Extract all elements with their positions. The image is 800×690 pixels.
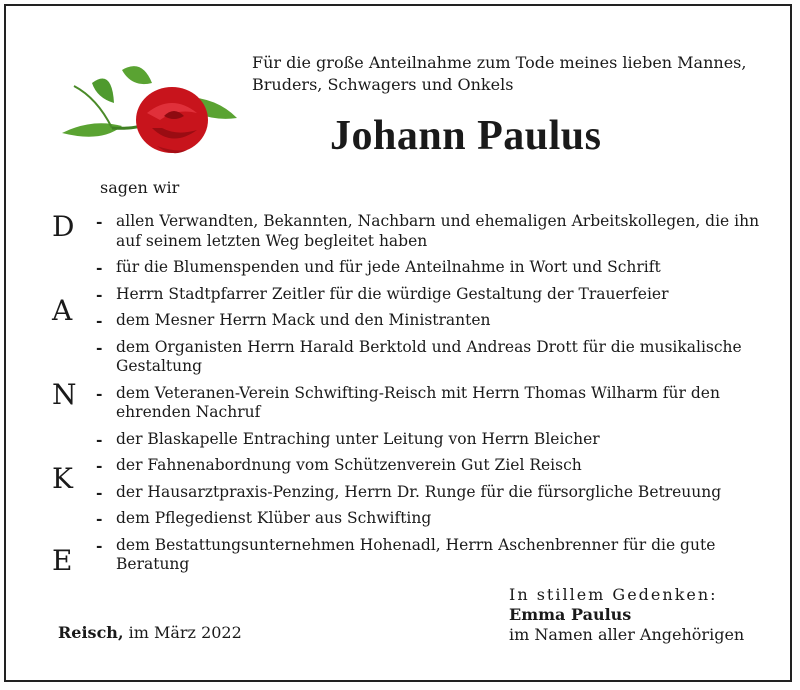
place-date bbox=[58, 623, 242, 642]
list-item: - für die Blumenspenden und für jede Anteilnahme in Wort und Schrift bbox=[96, 258, 661, 277]
thanks-list bbox=[96, 212, 776, 582]
in-memory-text: In stillem Gedenken: bbox=[509, 585, 718, 604]
danke-letter-n: N bbox=[52, 378, 77, 411]
sagen-wir-text: sagen wir bbox=[100, 178, 180, 197]
danke-letter-a: A bbox=[52, 294, 73, 327]
list-item: - dem Mesner Herrn Mack und den Ministranten bbox=[96, 311, 491, 330]
list-item: - Herrn Stadtpfarrer Zeitler für die würdige Gestaltung der Trauerfeier bbox=[96, 284, 669, 304]
list-item: - dem Bestattungsunternehmen Hohenadl, Herrn Aschenbrenner für die gute Beratung bbox=[96, 535, 716, 573]
on-behalf-text: im Namen aller Angehörigen bbox=[509, 625, 745, 644]
signer-name: Emma Paulus bbox=[509, 605, 632, 624]
list-item: - der Hausarztpraxis-Penzing, Herrn Dr. Runge für die fürsorgliche Betreuung bbox=[96, 482, 722, 502]
list-item: - dem Pflegedienst Klüber aus Schwifting bbox=[96, 509, 432, 528]
list-item: - der Blaskapelle Entraching unter Leitung von Herrn Bleicher bbox=[96, 429, 600, 449]
place-city: Reisch, bbox=[58, 623, 124, 642]
list-item: - dem Organisten Herrn Harald Berktold und Andreas Drott für die musikalische Gestaltung bbox=[96, 337, 742, 375]
list-item: - der Fahnenabordnung vom Schützenverein Gut Ziel Reisch bbox=[96, 456, 582, 475]
rose-image bbox=[52, 58, 242, 163]
deceased-name: Johann Paulus bbox=[330, 113, 602, 159]
danke-letter-k: K bbox=[52, 462, 73, 495]
signature-block bbox=[509, 585, 744, 645]
date-text: im März 2022 bbox=[128, 623, 242, 642]
list-item: - allen Verwandten, Bekannten, Nachbarn und ehemaligen Arbeitskollegen, die ihn auf seinem letzten Weg begleitet haben bbox=[96, 212, 760, 250]
intro-text: Für die große Anteilnahme zum Tode meines lieben Mannes, Bruders, Schwagers und Onkels bbox=[252, 53, 747, 94]
list-item: - dem Veteranen-Verein Schwifting-Reisch mit Herrn Thomas Wilharm für den ehrenden Nachruf bbox=[96, 383, 720, 421]
danke-letter-e: E bbox=[52, 544, 73, 577]
danke-letter-d: D bbox=[52, 210, 75, 243]
